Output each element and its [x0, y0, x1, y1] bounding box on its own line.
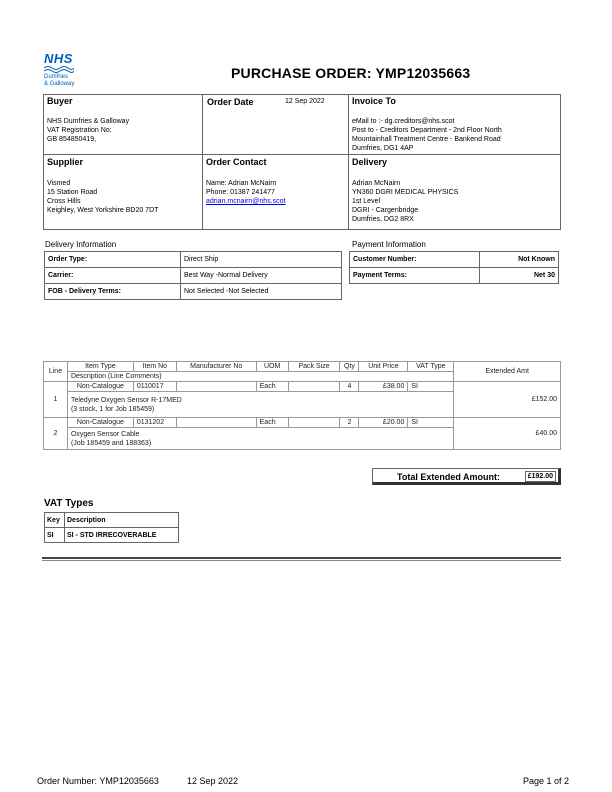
col-qty: Qty: [340, 362, 359, 372]
table-row: [44, 382, 561, 392]
pack-size: [288, 418, 340, 428]
vat-description-header: Description: [65, 513, 179, 528]
table-header-row: [44, 362, 561, 372]
order-type-label: Order Type:: [45, 252, 181, 268]
contact-email-link[interactable]: adrian.mcnairn@nhs.scot: [206, 198, 286, 205]
table-header-row: [45, 513, 179, 528]
vat-key-header: Key: [45, 513, 65, 528]
customer-number-value: Not Known: [480, 252, 559, 268]
supplier-line: Vismed: [47, 180, 71, 187]
carrier-label: Carrier:: [45, 268, 181, 284]
waves-icon: [44, 65, 74, 73]
invoice-to-address: [352, 117, 502, 153]
customer-number-label: Customer Number:: [350, 252, 480, 268]
delivery-line: 1st Level: [352, 198, 381, 205]
invoice-line: Dumfries, DG1 4AP: [352, 145, 414, 152]
line-items-table: [43, 361, 561, 450]
table-row: [44, 418, 561, 428]
col-item-type: Item Type: [67, 362, 133, 372]
table-row: [45, 252, 342, 268]
page-title: PURCHASE ORDER: YMP12035663: [231, 65, 471, 81]
table-row: [45, 268, 342, 284]
logo-line2: & Galloway: [44, 81, 75, 87]
order-type-value: Direct Ship: [181, 252, 342, 268]
supplier-address: [47, 179, 158, 215]
col-line: Line: [44, 362, 68, 382]
vat-key: SI: [45, 528, 65, 543]
buyer-address: [47, 117, 129, 144]
uom: Each: [256, 418, 288, 428]
order-contact-details: [206, 179, 285, 206]
line-number: 1: [44, 382, 68, 418]
col-unit-price: Unit Price: [359, 362, 408, 372]
invoice-to-label: Invoice To: [352, 96, 396, 106]
divider: [42, 557, 561, 559]
nhs-logo: [44, 52, 84, 88]
delivery-info-table: [44, 251, 342, 300]
order-contact-label: Order Contact: [206, 157, 267, 167]
buyer-line: GB 854850419,: [47, 136, 97, 143]
unit-price: £38.00: [359, 382, 408, 392]
delivery-line: Adrian McNairn: [352, 180, 401, 187]
col-item-no: Item No: [133, 362, 176, 372]
qty: 4: [340, 382, 359, 392]
buyer-line: NHS Dumfries & Galloway: [47, 118, 130, 125]
table-row: [45, 528, 179, 543]
extended-amt: £40.00: [454, 418, 561, 450]
col-vat-type: VAT Type: [408, 362, 454, 372]
manufacturer-no: [176, 382, 256, 392]
footer-date: 12 Sep 2022: [187, 776, 239, 786]
footer-order-number: Order Number: YMP12035663: [37, 776, 159, 786]
uom: Each: [256, 382, 288, 392]
table-row: [350, 268, 559, 284]
unit-price: £20.00: [359, 418, 408, 428]
payment-info-title: Payment Information: [352, 240, 426, 249]
total-value: £192.00: [525, 471, 556, 482]
divider: [42, 560, 561, 561]
nhs-brand: NHS: [44, 51, 73, 66]
carrier-value: Best Way -Normal Delivery: [181, 268, 342, 284]
description-comment: (3 stock, 1 for Job 185459): [70, 405, 155, 413]
vat-types-title: VAT Types: [44, 498, 94, 509]
payment-info-table: [349, 251, 559, 284]
total-box: [372, 468, 561, 485]
description-comment: (Job 185459 and 188363): [70, 439, 152, 447]
invoice-line: Mountainhall Treatment Centre - Bankend Road: [352, 136, 501, 143]
extended-amt: £152.00: [454, 382, 561, 418]
table-row: [350, 252, 559, 268]
delivery-line: Dumfries, DG2 8RX: [352, 216, 414, 223]
description-line: Teledyne Oxygen Sensor R-17MED: [70, 396, 182, 404]
total-label: Total Extended Amount:: [397, 472, 500, 482]
item-no: 0110017: [133, 382, 176, 392]
delivery-label: Delivery: [352, 157, 388, 167]
col-manufacturer-no: Manufacturer No: [176, 362, 256, 372]
payment-terms-label: Payment Terms:: [350, 268, 480, 284]
vat-type: SI: [408, 418, 454, 428]
order-date-value: 12 Sep 2022: [285, 98, 325, 105]
footer-page: Page 1 of 2: [523, 776, 570, 786]
vat-description: SI - STD IRRECOVERABLE: [65, 528, 179, 543]
col-description: Description (Line Comments): [67, 372, 453, 382]
line-description: [67, 392, 453, 418]
contact-name: Name: Adrian McNairn: [206, 180, 277, 187]
item-type: Non-Catalogue: [67, 382, 133, 392]
qty: 2: [340, 418, 359, 428]
line-description: [67, 428, 453, 450]
item-type: Non-Catalogue: [67, 418, 133, 428]
order-date-label: Order Date: [207, 97, 254, 107]
col-extended-amt: Extended Amt: [454, 362, 561, 382]
line-number: 2: [44, 418, 68, 450]
col-uom: UOM: [256, 362, 288, 372]
invoice-line: Post to - Creditors Department - 2nd Floor North: [352, 127, 502, 134]
invoice-line: eMail to :- dg.creditors@nhs.scot: [352, 118, 455, 125]
buyer-label: Buyer: [47, 96, 73, 106]
vat-types-table: [44, 512, 179, 543]
fob-label: FOB - Delivery Terms:: [45, 284, 181, 300]
pack-size: [288, 382, 340, 392]
logo-line1: Dumfries: [44, 74, 69, 80]
delivery-info-title: Delivery Information: [45, 240, 117, 249]
description-line: Oxygen Sensor Cable: [70, 430, 140, 438]
fob-value: Not Selected -Not Selected: [181, 284, 342, 300]
vat-type: SI: [408, 382, 454, 392]
supplier-line: Keighley, West Yorkshire BD20 7DT: [47, 207, 159, 214]
col-pack-size: Pack Size: [288, 362, 340, 372]
supplier-label: Supplier: [47, 157, 84, 167]
item-no: 0131202: [133, 418, 176, 428]
payment-terms-value: Net 30: [480, 268, 559, 284]
delivery-address: [352, 179, 458, 224]
delivery-line: YN360 DGRI MEDICAL PHYSICS: [352, 189, 459, 196]
supplier-line: 15 Station Road: [47, 189, 98, 196]
delivery-line: DGRI - Cargenbridge: [352, 207, 419, 214]
table-row: [45, 284, 342, 300]
contact-phone: Phone: 01387 241477: [206, 189, 275, 196]
buyer-line: VAT Registration No:: [47, 127, 112, 134]
manufacturer-no: [176, 418, 256, 428]
supplier-line: Cross Hills: [47, 198, 81, 205]
